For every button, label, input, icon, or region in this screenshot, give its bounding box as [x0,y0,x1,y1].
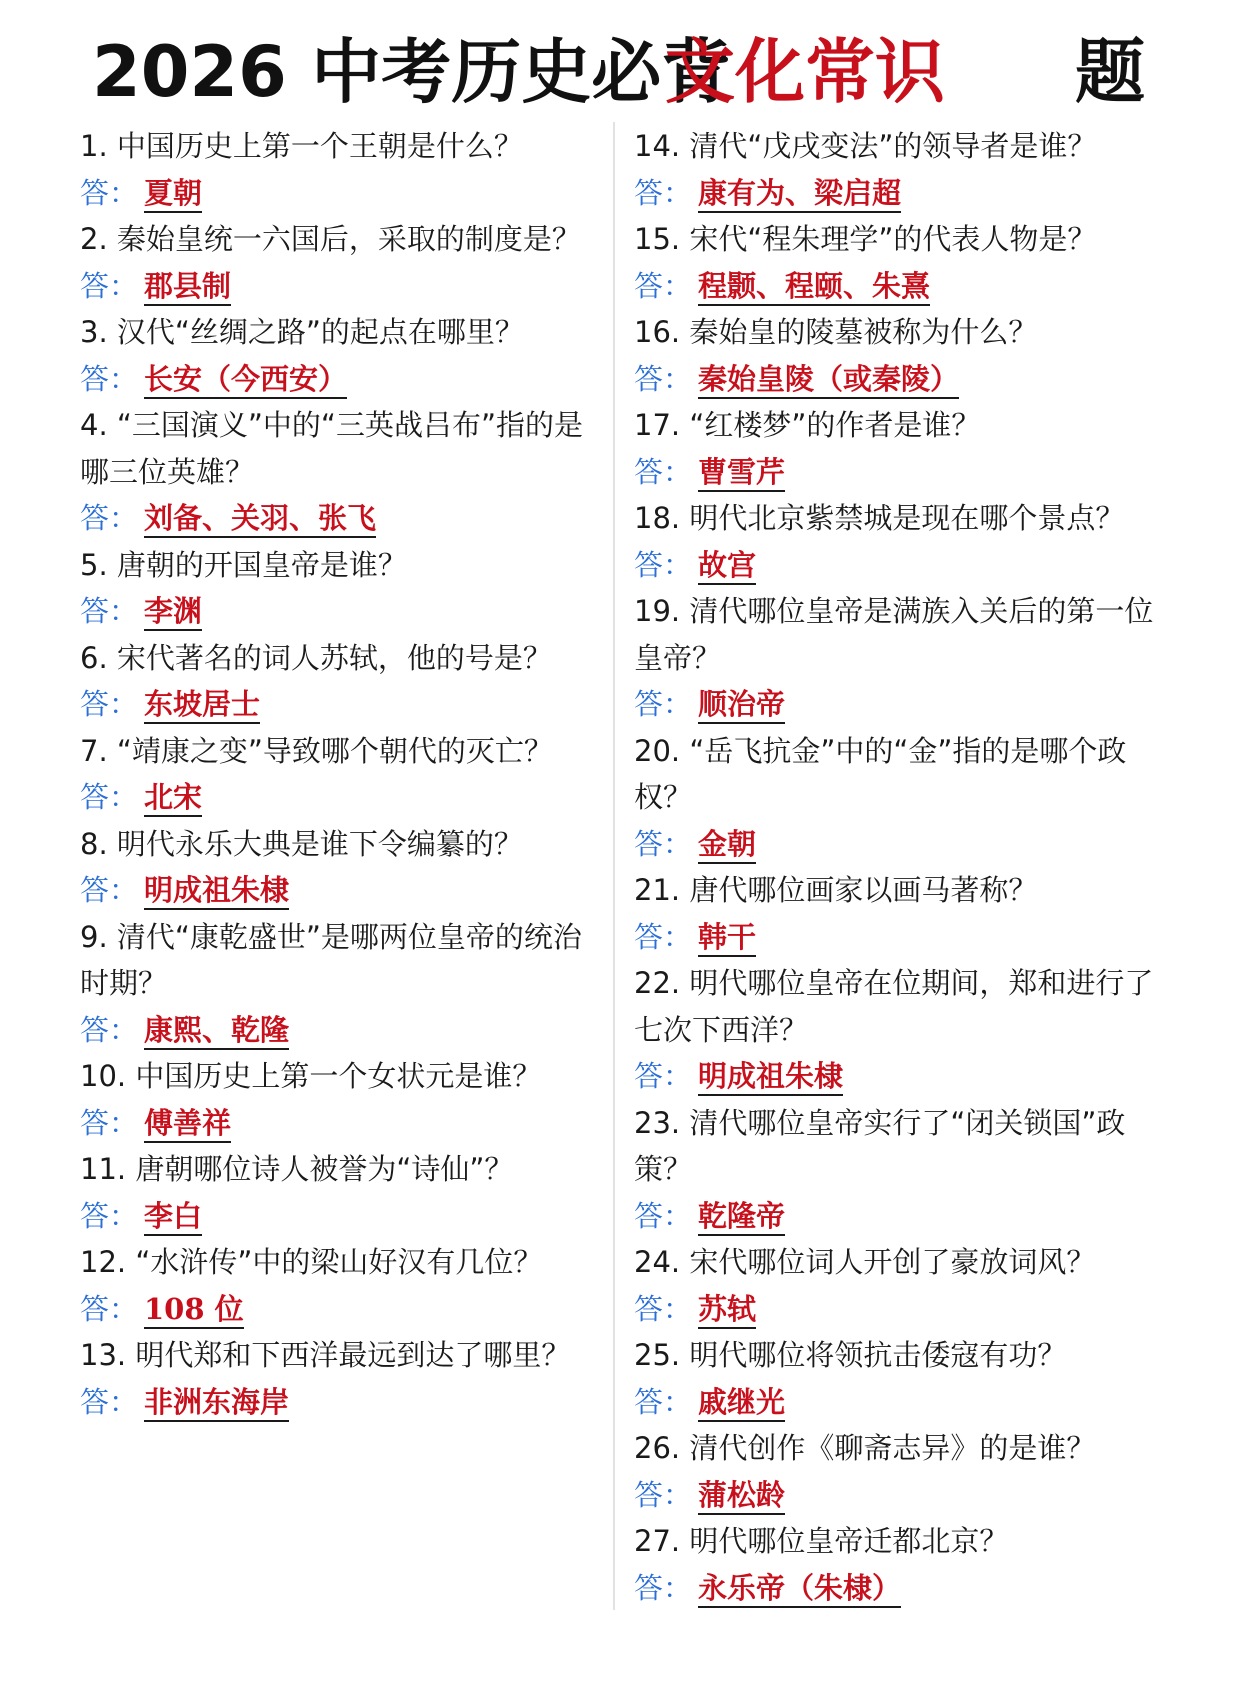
qa-item [634,402,1174,495]
answer-text: 顺治帝 [698,687,785,724]
answer-label: 答： [80,687,139,721]
question-text: 27. 明代哪位皇帝迁都北京？ [634,1524,1009,1558]
qa-item [80,216,610,309]
right-column [634,123,1174,1611]
answer-line [634,449,1174,496]
answer-line [80,1379,610,1426]
answer-line [80,495,610,542]
question-text: 12. “水浒传”中的梁山好汉有几位？ [80,1245,543,1279]
answer-label: 答： [80,780,139,814]
question-text: 24. 宋代哪位词人开创了豪放词风？ [634,1245,1096,1279]
answer-label: 答： [80,1384,139,1419]
answer-line [634,1053,1174,1100]
answer-line [80,356,610,403]
question-text: 17. “红楼梦”的作者是谁？ [634,408,981,442]
qa-item [80,123,610,216]
answer-text: 明成祖朱棣 [144,873,289,910]
answer-text: 韩干 [698,920,756,957]
answer-label: 答： [80,175,139,210]
answer-line [80,1193,610,1240]
answer-label: 答： [634,1291,693,1326]
answer-label: 答： [80,594,139,628]
answer-label: 答： [80,1012,139,1047]
answer-line [634,1565,1174,1612]
answer-text: 蒲松龄 [698,1478,785,1515]
answer-line [80,1286,610,1333]
answer-text: 非洲东海岸 [144,1385,289,1422]
question-text: 3. 汉代“丝绸之路”的起点在哪里？ [80,315,524,349]
qa-item [634,960,1174,1100]
answer-label: 答： [634,1570,693,1605]
title-highlight: 文化常识 [665,31,945,113]
qa-item [634,728,1174,868]
answer-text: 秦始皇陵（或秦陵） [698,362,959,399]
answer-line [80,774,610,821]
answer-text: 苏轼 [698,1292,756,1329]
answer-text: 东坡居士 [144,687,260,724]
answer-line [80,1007,610,1054]
answer-label: 答： [80,268,139,303]
answer-text: 李渊 [144,594,202,631]
qa-item [80,914,610,1054]
qa-item [80,821,610,914]
answer-label: 答： [80,1105,139,1140]
answer-label: 答： [634,1059,693,1093]
answer-text: 郡县制 [144,269,231,306]
answer-label: 答： [634,1477,693,1512]
qa-item [80,728,610,821]
qa-item [634,867,1174,960]
answer-line [634,1379,1174,1426]
qa-item [634,495,1174,588]
qa-item [634,123,1174,216]
answer-label: 答： [80,361,139,396]
answer-text: 长安（今西安） [144,362,347,399]
answer-line [634,914,1174,961]
qa-item [634,216,1174,309]
answer-label: 答： [634,826,693,861]
question-text: 22. 明代哪位皇帝在位期间，郑和进行了七次下西洋？ [634,966,1154,1047]
question-text: 18. 明代北京紫禁城是现在哪个景点？ [634,501,1125,535]
qa-item [634,1332,1174,1425]
answer-label: 答： [634,361,693,396]
answer-line [634,263,1174,310]
qa-item [80,1239,610,1332]
page-title [0,22,1236,132]
answer-label: 答： [634,268,693,303]
answer-label: 答： [80,1291,139,1326]
answer-line [80,681,610,728]
question-text: 26. 清代创作《聊斋志异》的是谁？ [634,1431,1096,1465]
answer-label: 答： [634,454,693,489]
question-text: 19. 清代哪位皇帝是满族入关后的第一位皇帝？ [634,594,1154,675]
question-text: 1. 中国历史上第一个王朝是什么？ [80,129,523,163]
question-text: 9. 清代“康乾盛世”是哪两位皇帝的统治时期？ [80,919,582,1000]
question-text: 14. 清代“戊戌变法”的领导者是谁？ [634,129,1097,163]
question-text: 23. 清代哪位皇帝实行了“闭关锁国”政策？ [634,1105,1126,1186]
answer-text: 金朝 [698,827,756,864]
answer-line [634,1286,1174,1333]
question-text: 4. “三国演义”中的“三英战吕布”指的是哪三位英雄？ [80,408,583,489]
answer-label: 答： [634,1384,693,1419]
answer-line [80,1100,610,1147]
qa-item [80,1053,610,1146]
answer-label: 答： [80,873,139,907]
answer-text: 108 位 [144,1292,244,1329]
answer-line [634,821,1174,868]
answer-label: 答： [634,919,693,954]
answer-text: 永乐帝（朱棣） [698,1571,901,1608]
answer-line [80,170,610,217]
qa-item [80,1332,610,1425]
qa-item [634,309,1174,402]
title-tail: 题 [1075,31,1145,113]
question-text: 20. “岳飞抗金”中的“金”指的是哪个政权？ [634,733,1127,814]
answer-text: 李白 [144,1199,202,1236]
qa-item [634,1239,1174,1332]
question-text: 15. 宋代“程朱理学”的代表人物是？ [634,222,1097,256]
qa-item [80,635,610,728]
left-column [80,123,610,1425]
question-text: 7. “靖康之变”导致哪个朝代的灭亡？ [80,733,553,768]
column-divider [613,122,615,1610]
qa-item [634,1100,1174,1240]
question-text: 8. 明代永乐大典是谁下令编纂的？ [80,826,523,861]
answer-text: 明成祖朱棣 [698,1059,843,1096]
qa-item [80,309,610,402]
answer-text: 傅善祥 [144,1106,231,1143]
answer-text: 乾隆帝 [698,1199,785,1236]
question-text: 5. 唐朝的开国皇帝是谁？ [80,547,407,582]
answer-label: 答： [80,501,139,535]
answer-label: 答： [80,1198,139,1233]
answer-label: 答： [634,1198,693,1233]
answer-line [634,1193,1174,1240]
question-text: 16. 秦始皇的陵墓被称为什么？ [634,315,1038,349]
qa-item [80,402,610,542]
answer-text: 戚继光 [698,1385,785,1422]
answer-text: 康有为、梁启超 [698,176,901,213]
question-text: 11. 唐朝哪位诗人被誉为“诗仙”？ [80,1152,514,1186]
qa-item [634,588,1174,728]
qa-item [634,1425,1174,1518]
answer-line [634,1472,1174,1519]
question-text: 21. 唐代哪位画家以画马著称？ [634,873,1038,907]
answer-label: 答： [634,687,693,721]
answer-line [634,170,1174,217]
answer-line [634,542,1174,589]
title-main: 2026 中考历史必背 [92,31,732,113]
answer-text: 夏朝 [144,176,202,213]
qa-item [634,1518,1174,1611]
answer-text: 刘备、关羽、张飞 [144,501,376,538]
answer-line [634,681,1174,728]
question-text: 13. 明代郑和下西洋最远到达了哪里？ [80,1338,571,1372]
answer-text: 北宋 [144,780,202,817]
answer-label: 答： [634,547,693,582]
answer-line [80,588,610,635]
answer-text: 康熙、乾隆 [144,1013,289,1050]
qa-item [80,1146,610,1239]
answer-line [634,356,1174,403]
qa-item [80,542,610,635]
answer-label: 答： [634,175,693,210]
answer-line [80,263,610,310]
answer-text: 程颢、程颐、朱熹 [698,269,930,306]
answer-text: 故宫 [698,548,756,585]
question-text: 2. 秦始皇统一六国后，采取的制度是？ [80,222,581,256]
answer-line [80,867,610,914]
question-text: 25. 明代哪位将领抗击倭寇有功？ [634,1338,1067,1372]
question-text: 6. 宋代著名的词人苏轼，他的号是？ [80,640,552,675]
answer-text: 曹雪芹 [698,455,785,492]
question-text: 10. 中国历史上第一个女状元是谁？ [80,1059,542,1093]
